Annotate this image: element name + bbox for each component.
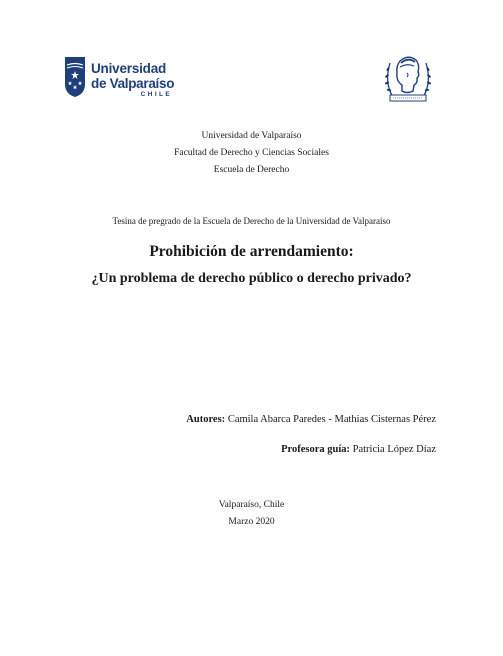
document-subtitle: ¿Un problema de derecho público o derecho privado? bbox=[91, 271, 412, 286]
faculty-seal-icon bbox=[381, 51, 435, 107]
university-wordmark bbox=[91, 62, 174, 99]
wordmark-line-2: de Valparaíso bbox=[91, 75, 175, 91]
place-date: Marzo 2020 bbox=[228, 517, 275, 527]
tesina-description: Tesina de pregrado de la Escuela de Derecho de la Universidad de Valparaíso bbox=[112, 216, 391, 226]
document-title: Prohibición de arrendamiento: bbox=[149, 243, 354, 260]
university-logo bbox=[64, 56, 175, 104]
school-name: Escuela de Derecho bbox=[213, 165, 290, 175]
place-city: Valparaíso, Chile bbox=[218, 500, 285, 510]
shield-icon bbox=[64, 56, 86, 98]
faculty-name: Facultad de Derecho y Ciencias Sociales bbox=[174, 148, 329, 158]
advisor-line bbox=[281, 444, 436, 455]
advisor-label: Profesora guía: bbox=[281, 444, 350, 455]
authors-names: Camila Abarca Paredes - Mathias Cisternas Pérez bbox=[227, 414, 436, 425]
university-name: Universidad de Valparaíso bbox=[201, 131, 302, 141]
wordmark-line-3: CHILE bbox=[140, 91, 173, 98]
wordmark-line-1: Universidad bbox=[91, 61, 167, 76]
authors-line bbox=[186, 414, 436, 425]
authors-label: Autores: bbox=[186, 414, 226, 425]
advisor-name: Patricia López Díaz bbox=[352, 444, 436, 455]
